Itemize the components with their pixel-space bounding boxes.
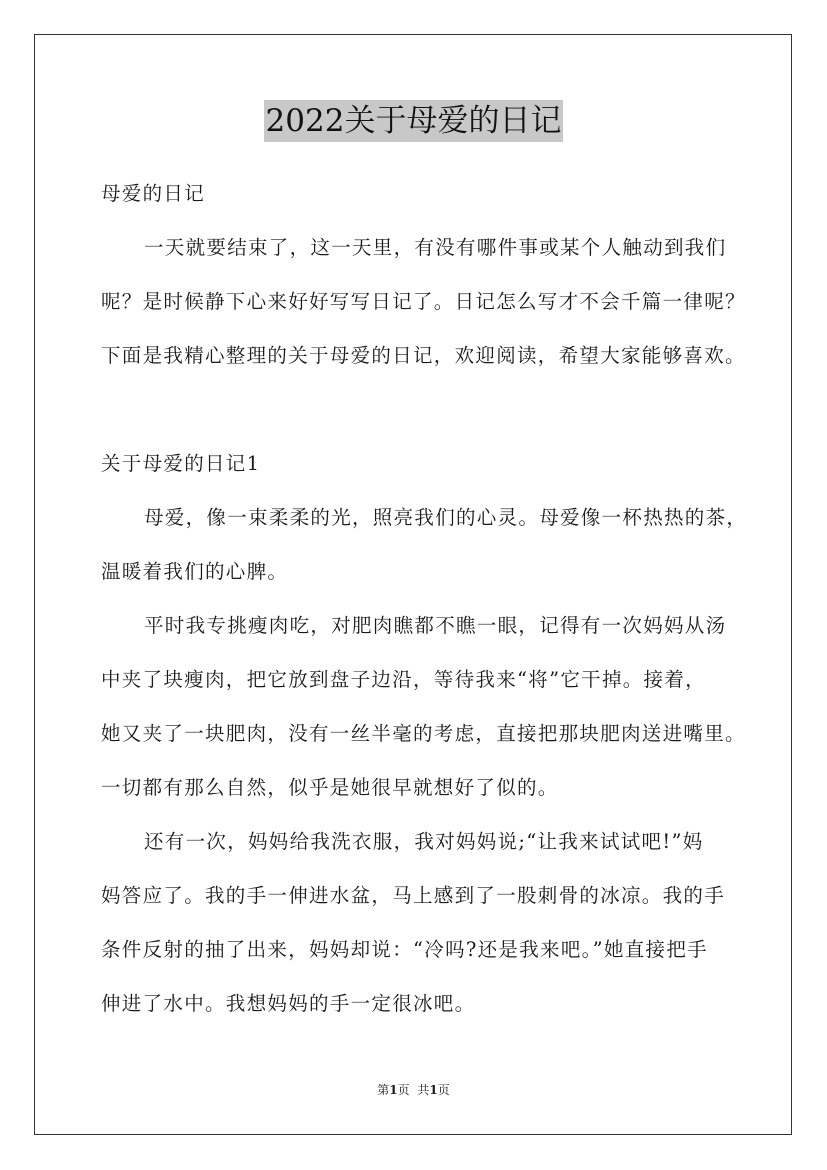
footer-total-number: 1 <box>429 1083 438 1097</box>
footer-page-number: 1 <box>389 1083 398 1097</box>
paragraph-line: 条件反射的抽了出来，妈妈却说：“冷吗?还是我来吧。”她直接把手 <box>101 938 708 961</box>
page-footer <box>0 1082 827 1098</box>
paragraph-line: 她又夹了一块肥肉，没有一丝半毫的考虑，直接把那块肥肉送进嘴里。 <box>101 722 746 745</box>
paragraph-line: 妈答应了。我的手一伸进水盆，马上感到了一股刺骨的冰凉。我的手 <box>101 884 726 907</box>
document-title: 2022关于母爱的日记 <box>264 100 564 142</box>
section-heading: 关于母爱的日记1 <box>101 452 261 475</box>
footer-page-prefix: 第 <box>377 1083 390 1097</box>
paragraph-line: 一天就要结束了，这一天里，有没有哪件事或某个人触动到我们 <box>144 236 727 259</box>
paragraph-line: 温暖着我们的心脾。 <box>101 560 289 583</box>
section-heading: 母爱的日记 <box>101 182 206 205</box>
footer-total-prefix: 共 <box>417 1083 430 1097</box>
title-wrapper <box>0 100 827 142</box>
paragraph-line: 中夹了块瘦肉，把它放到盘子边沿，等待我来“将”它干掉。接着， <box>101 668 706 691</box>
paragraph-line: 母爱，像一束柔柔的光，照亮我们的心灵。母爱像一杯热热的茶， <box>144 506 748 529</box>
footer-total-suffix: 页 <box>437 1083 450 1097</box>
paragraph-line: 呢？是时候静下心来好好写写日记了。日记怎么写才不会千篇一律呢？ <box>101 290 746 313</box>
footer-page-suffix: 页 <box>397 1083 410 1097</box>
paragraph-line: 下面是我精心整理的关于母爱的日记，欢迎阅读，希望大家能够喜欢。 <box>101 344 746 367</box>
paragraph-line: 平时我专挑瘦肉吃，对肥肉瞧都不瞧一眼，记得有一次妈妈从汤 <box>144 614 727 637</box>
paragraph-line: 伸进了水中。我想妈妈的手一定很冰吧。 <box>101 992 476 1015</box>
paragraph-line: 一切都有那么自然，似乎是她很早就想好了似的。 <box>101 776 559 799</box>
paragraph-line: 还有一次，妈妈给我洗衣服，我对妈妈说;“让我来试试吧!”妈 <box>144 830 704 853</box>
